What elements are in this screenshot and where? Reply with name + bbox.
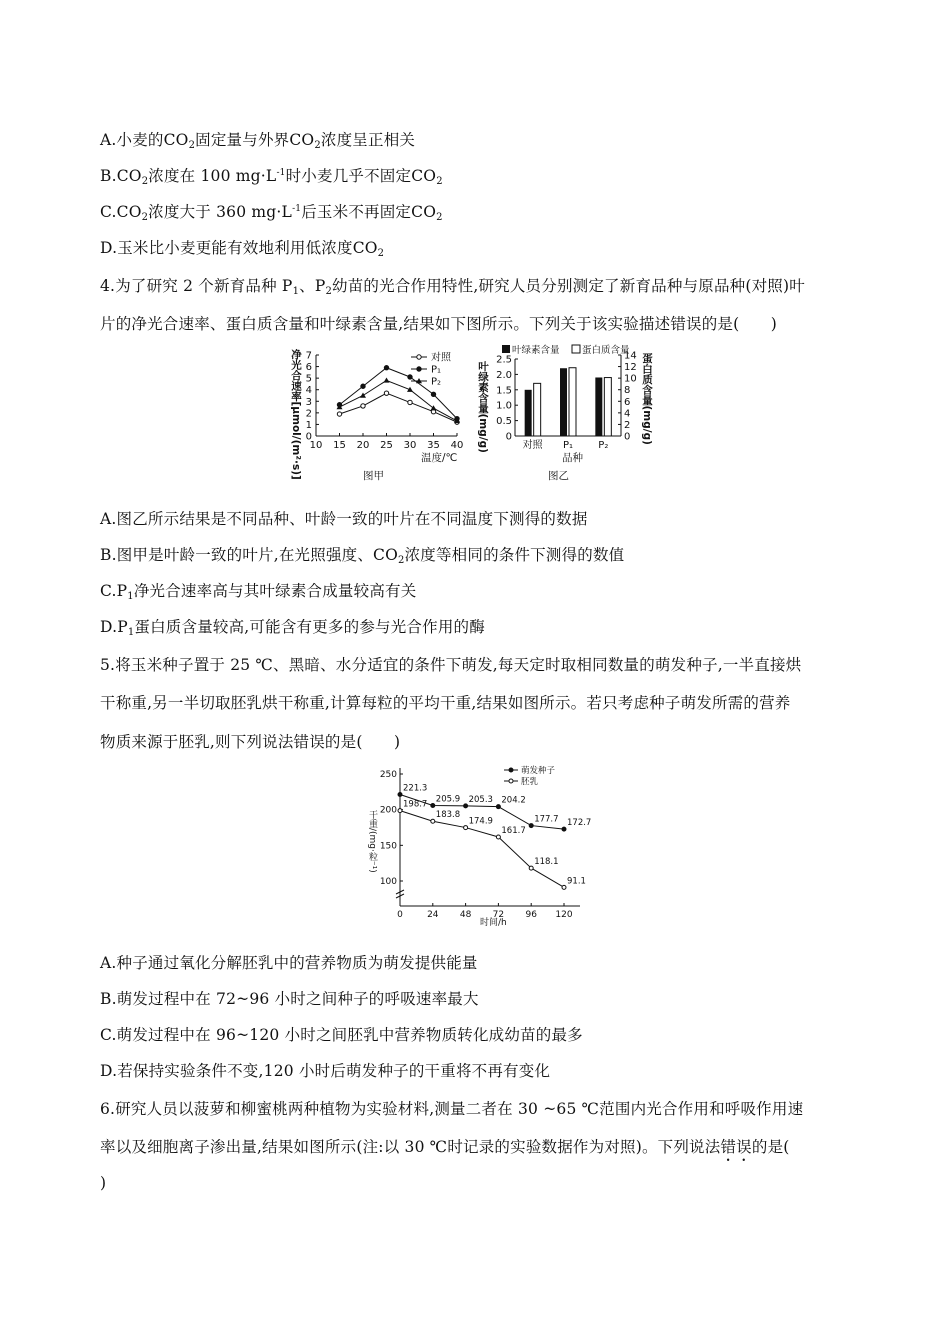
f3-ytick-label: 100 [379, 877, 397, 887]
jia-xlabel: 温度/℃ [421, 452, 458, 464]
f3-xtick-label: 24 [427, 910, 439, 920]
f3-point [496, 805, 500, 809]
jia-legend-marker [417, 355, 421, 359]
yi-category-label: 对照 [522, 440, 543, 451]
jia-legend-marker [417, 367, 421, 371]
yi-legend-swatch-open [572, 345, 580, 353]
yi-ytick-left-label: 2.0 [496, 369, 512, 381]
q5-option-a: A.种子通过氧化分解胚乳中的营养物质为萌发提供能量 [100, 954, 478, 972]
jia-point [408, 400, 412, 404]
yi-ytick-right-label: 4 [624, 408, 631, 420]
jia-ytick-label: 1 [305, 419, 312, 431]
q4-option-b: B.图甲是叶龄一致的叶片,在光照强度、$CO_2$浓度等相同的条件下测得的数值 [100, 546, 625, 566]
f3-point [431, 819, 435, 823]
q4-stem-line1: 4.为了研究 2 个新育品种 $P_1$、$P_2$幼苗的光合作用特性,研究人员分别测定了新育品种与原品种(对照)叶 [100, 277, 805, 297]
q5-option-c: C.萌发过程中在 96~120 小时之间胚乳中营养物质转化成幼苗的最多 [100, 1026, 583, 1044]
jia-ytick-label: 3 [305, 396, 312, 408]
jia-ytick-label: 7 [305, 350, 312, 362]
jia-point [360, 393, 366, 398]
yi-ylabel-right: 蛋白质含量(mg/g) [641, 353, 653, 445]
f3-data-label: 172.7 [567, 818, 592, 829]
jia-ytick-label: 6 [305, 362, 312, 374]
q5-stem-line1: 5.将玉米种子置于 25 ℃、黑暗、水分适宜的条件下萌发,每天定时取相同数量的萌发种子,一半直接烘 [100, 656, 802, 674]
f3-xlabel: 时间/h [480, 918, 507, 928]
q3-option-c: $C.CO_2$浓度大于 360 $mg\cdot L^{-1}$后玉米不再固定$CO_2$ [100, 203, 443, 223]
q5-option-d: D.若保持实验条件不变,120 小时后萌发种子的干重将不再有变化 [100, 1062, 551, 1080]
yi-bar-protein [569, 368, 576, 436]
yi-ytick-left-label: 1.5 [496, 385, 512, 397]
figure-yi-bar-chart [477, 343, 672, 485]
yi-ylabel-left: 叶绿素含量(mg/g) [477, 361, 489, 453]
f3-point [398, 792, 402, 796]
yi-ytick-right-label: 8 [624, 385, 631, 397]
f3-ytick-label: 250 [379, 770, 397, 780]
jia-point [361, 384, 365, 388]
jia-ytick-label: 5 [305, 373, 312, 385]
f3-legend-label: 胚乳 [521, 777, 539, 787]
yi-ytick-left-label: 0 [505, 431, 512, 443]
f3-data-label: 174.9 [468, 816, 493, 827]
yi-ylabel-right-group [641, 352, 653, 445]
figure-dry-weight-chart [362, 760, 602, 932]
jia-series-line [340, 393, 458, 422]
yi-ytick-right-label: 14 [624, 350, 637, 362]
q3-option-d: D.玉米比小麦更能有效地利用低浓度$CO_2$ [100, 239, 385, 259]
f3-legend-marker [509, 779, 513, 783]
yi-ytick-right-label: 0 [624, 431, 631, 443]
yi-ylabel-left-group [477, 360, 489, 453]
yi-legend-label: 叶绿素含量 [512, 345, 560, 356]
f3-xtick-label: 0 [397, 910, 403, 920]
jia-point [384, 391, 388, 395]
jia-point [431, 392, 435, 396]
f3-ytick-label: 200 [379, 805, 397, 816]
f3-point [398, 809, 402, 813]
f3-legend-label: 萌发种子 [521, 766, 556, 776]
f3-xtick-label: 96 [525, 910, 537, 920]
jia-legend-label: P₁ [431, 364, 442, 376]
f3-data-label: 91.1 [567, 876, 586, 887]
q4-option-c: $C.P_1$净光合速率高与其叶绿素合成量较高有关 [100, 582, 417, 602]
q3-option-a: A.小麦的$CO_2$固定量与外界$CO_2$浓度呈正相关 [100, 131, 416, 151]
f3-data-label: 118.1 [534, 857, 559, 868]
f3-point [464, 826, 468, 830]
yi-ytick-right-label: 12 [624, 362, 637, 374]
yi-ytick-left-label: 2.5 [496, 354, 512, 366]
f3-point [464, 804, 468, 808]
jia-xtick-label: 35 [427, 440, 440, 451]
jia-xtick-label: 20 [356, 440, 370, 451]
jia-point [408, 375, 412, 379]
jia-xtick-label: 30 [403, 440, 417, 451]
jia-xtick-label: 15 [333, 440, 346, 451]
yi-ytick-right-label: 10 [624, 373, 637, 385]
yi-ytick-left-label: 0.5 [496, 416, 512, 428]
q3-option-b: $B.CO_2$浓度在 100 $mg\cdot L^{-1}$时小麦几乎不固定$CO_2$ [100, 167, 443, 187]
jia-xtick-label: 10 [309, 440, 323, 451]
yi-xlabel: 品种 [562, 452, 583, 464]
f3-point [529, 824, 533, 828]
yi-bar-chlorophyll [525, 390, 532, 436]
yi-bar-protein [534, 383, 541, 436]
f3-data-label: 205.3 [468, 794, 493, 805]
jia-legend-label: 对照 [431, 352, 451, 364]
q6-stem-line3: ) [100, 1174, 107, 1192]
f3-ylabel: 干重/(mg·粒⁻¹) [367, 810, 377, 873]
f3-point [562, 885, 566, 889]
yi-category-label: P₁ [562, 440, 574, 451]
f3-point [562, 827, 566, 831]
q5-stem-line2: 干称重,另一半切取胚乳烘干称重,计算每粒的平均干重,结果如图所示。若只考虑种子萌发所需的营养 [100, 694, 791, 712]
q4-option-d: $D.P_1$蛋白质含量较高,可能含有更多的参与光合作用的酶 [100, 618, 485, 638]
f3-data-label: 205.9 [435, 794, 461, 805]
jia-xtick-label: 25 [380, 440, 393, 451]
q6-stem-line1: 6.研究人员以菠萝和柳蜜桃两种植物为实验材料,测量二者在 30 ~65 ℃范围内光合作用和呼吸作用速 [100, 1100, 804, 1118]
q5-option-b: B.萌发过程中在 72~96 小时之间种子的呼吸速率最大 [100, 990, 479, 1008]
yi-legend-label: 蛋白质含量 [582, 345, 630, 356]
jia-caption: 图甲 [363, 470, 384, 482]
yi-legend-swatch-filled [502, 345, 510, 353]
yi-bar-chlorophyll [595, 377, 602, 436]
f3-legend-marker [509, 768, 513, 772]
q6-emphasis-cuowu: 错误 [720, 1138, 752, 1156]
yi-ytick-right-label: 2 [624, 419, 631, 431]
f3-data-label: 183.8 [435, 810, 461, 821]
yi-caption: 图乙 [548, 470, 569, 482]
q5-stem-line3: 物质来源于胚乳,则下列说法错误的是( ) [100, 733, 401, 751]
jia-ytick-label: 2 [305, 408, 312, 420]
jia-ytick-label: 4 [305, 385, 312, 397]
yi-ytick-right-label: 6 [624, 396, 631, 408]
f3-data-label: 161.7 [501, 825, 526, 836]
f3-ylabel-group [367, 810, 378, 873]
jia-point [337, 412, 341, 416]
f3-ytick-label: 150 [379, 841, 397, 852]
jia-ylabel-group [290, 348, 302, 480]
f3-data-label: 204.2 [501, 795, 526, 806]
f3-xtick-label: 48 [459, 910, 472, 920]
yi-category-label: P₂ [598, 440, 609, 451]
f3-xtick-label: 72 [492, 910, 505, 920]
yi-bar-protein [604, 378, 611, 436]
jia-ylabel: 净光合速率[μmol/(m²·s)] [290, 349, 302, 480]
yi-ytick-left-label: 1.0 [496, 400, 512, 412]
f3-data-label: 221.3 [403, 783, 428, 794]
q6-stem-line2: 率以及细胞离子渗出量,结果如图所示(注:以 30 ℃时记录的实验数据作为对照)。下列说法错误的是( [100, 1138, 790, 1156]
f3-point [496, 835, 500, 839]
jia-legend-label: P₂ [431, 376, 442, 388]
jia-ytick-label: 0 [305, 431, 312, 443]
q4-option-a: A.图乙所示结果是不同品种、叶龄一致的叶片在不同温度下测得的数据 [100, 510, 588, 528]
jia-point [361, 404, 365, 408]
f3-point [431, 803, 435, 807]
jia-xtick-label: 40 [450, 440, 464, 451]
figure-jia-line-chart [285, 343, 475, 485]
q4-stem-line2: 片的净光合速率、蛋白质含量和叶绿素含量,结果如下图所示。下列关于该实验描述错误的是( ) [100, 315, 778, 333]
yi-bar-chlorophyll [560, 368, 567, 436]
jia-point [384, 377, 390, 382]
f3-xtick-label: 120 [555, 910, 573, 920]
f3-data-label: 198.7 [403, 799, 428, 810]
f3-data-label: 177.7 [534, 814, 559, 825]
f3-point [529, 866, 533, 870]
jia-point [384, 366, 388, 370]
